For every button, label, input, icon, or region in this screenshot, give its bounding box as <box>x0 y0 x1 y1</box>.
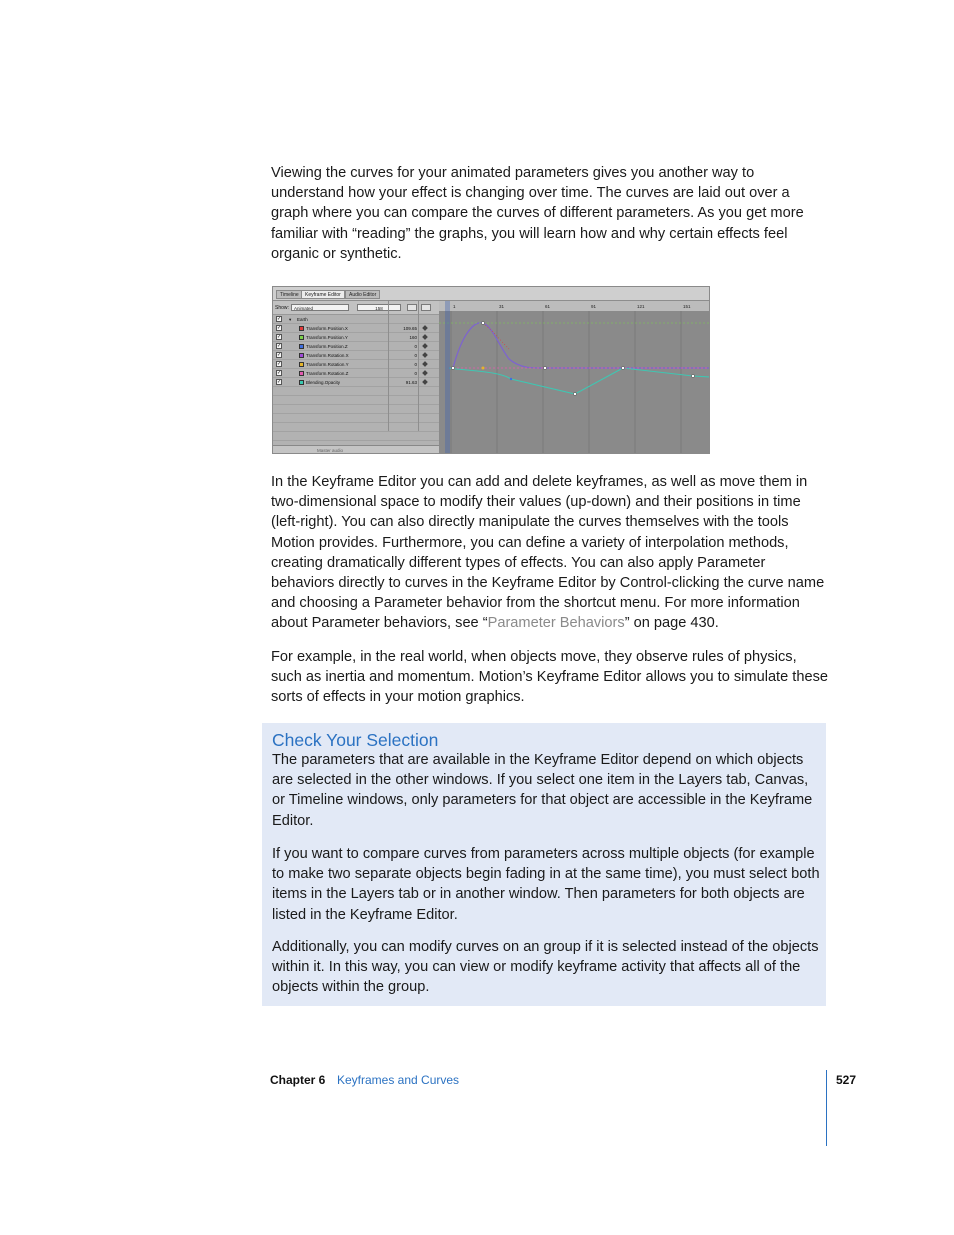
parameter-name: Transform.Position.Z <box>306 344 348 349</box>
show-popup[interactable]: Animated <box>291 304 349 311</box>
color-swatch <box>299 326 304 331</box>
parameter-value[interactable]: 0 <box>414 362 417 367</box>
show-label: Show: <box>275 305 289 311</box>
note-paragraph-1: The parameters that are available in the Keyframe Editor depend on which objects are selected in the other windows. If you select one item in the Layers tab, Canvas, or Timeline windows, only parameters for that object are accessible in the Keyframe Editor. <box>272 752 813 829</box>
parameter-list-pane <box>273 301 439 454</box>
color-swatch <box>299 380 304 385</box>
keyframe-point[interactable] <box>543 366 546 369</box>
keyframe-point[interactable] <box>573 392 576 395</box>
keyframe-diamond-icon[interactable] <box>422 370 428 376</box>
column-divider <box>418 301 419 431</box>
tab-audio-editor[interactable]: Audio Editor <box>345 290 380 299</box>
empty-row <box>273 432 439 441</box>
keyframe-diamond-icon[interactable] <box>422 352 428 358</box>
parameter-name: Transform.Position.X <box>306 326 348 331</box>
parameter-row[interactable] <box>273 351 439 360</box>
parameter-name: Transform.Position.Y <box>306 335 348 340</box>
parameter-row[interactable] <box>273 378 439 387</box>
parameter-name: Transform.Rotation.Y <box>306 362 349 367</box>
keyframe-point[interactable] <box>621 366 624 369</box>
parameter-value[interactable]: 109.65 <box>403 326 417 331</box>
playhead[interactable] <box>445 301 450 454</box>
keyframe-diamond-icon[interactable] <box>422 379 428 385</box>
ruler-tick-label: 31 <box>499 304 505 309</box>
tab-bar <box>273 287 710 301</box>
checkbox[interactable]: ✓ <box>277 379 282 385</box>
keyframe-diamond-icon[interactable] <box>422 343 428 349</box>
color-swatch <box>299 371 304 376</box>
keyframe-point[interactable] <box>691 374 694 377</box>
checkbox[interactable]: ✓ <box>277 343 282 349</box>
parameter-behaviors-link[interactable]: Parameter Behaviors <box>487 615 625 632</box>
paragraph-text: ” on page 430. <box>624 615 719 632</box>
tab-timeline[interactable]: Timeline <box>276 290 303 299</box>
footer-chapter-title[interactable]: Keyframes and Curves <box>337 1073 460 1087</box>
keyframe-editor-screenshot <box>272 286 710 454</box>
bottom-toolbar <box>273 445 439 454</box>
parameter-value[interactable]: 0 <box>414 353 417 358</box>
paragraph-text: In the Keyframe Editor you can add and delete keyframes, as well as move them in two-dimensional space to modify their values (up-down) and their positions in time (left-right). You can also directly manipulate the curves themselves with the tools Motion provides. Furthermore, you can define a variety of interpolation methods, creating dramatically different types of effects. You can also apply Parameter behaviors directly to curves in the Keyframe Editor by Control-clicking the curve name and choosing a Parameter behavior from the shortcut menu. For more information about Parameter behaviors, see “ <box>271 474 825 632</box>
color-swatch <box>299 344 304 349</box>
parameter-name: Transform.Rotation.Z <box>306 371 349 376</box>
parameter-row[interactable] <box>273 324 439 333</box>
ruler-tick-label: 91 <box>591 304 597 309</box>
ruler-tick-label: 1 <box>453 304 456 309</box>
keyframe-point[interactable] <box>482 367 485 370</box>
checkbox[interactable]: ✓ <box>277 316 282 322</box>
checkbox[interactable]: ✓ <box>277 361 282 367</box>
note-paragraph-2: If you want to compare curves from parameters across multiple objects (for example to make two separate objects begin fading in at the same time), you must select both items in the Layers tab or in another window. Then parameters for both objects are listed in the Keyframe Editor. <box>272 846 820 923</box>
keyframe-diamond-icon[interactable] <box>422 325 428 331</box>
empty-row <box>273 405 439 414</box>
keyframe-diamond-icon[interactable] <box>422 334 428 340</box>
parameter-row[interactable] <box>273 333 439 342</box>
intro-paragraph: Viewing the curves for your animated parameters gives you another way to understand how your effect is changing over time. The curves are laid out over a graph where you can compare the curves of different parameters. As you get more familiar with “reading” the graphs, you will learn how and why certain effects feel organic or synthetic. <box>271 165 804 262</box>
keyframe-point[interactable] <box>510 378 512 380</box>
tab-keyframe-editor[interactable]: Keyframe Editor <box>301 290 345 299</box>
parameter-name: Transform.Rotation.X <box>306 353 349 358</box>
physics-paragraph: For example, in the real world, when objects move, they observe rules of physics, such as inertia and momentum. Motion’s Keyframe Editor allows you to simulate these sorts of effects in your motion graphics. <box>271 649 828 706</box>
ruler-tick-label: 121 <box>637 304 645 309</box>
rotation-curve[interactable] <box>449 323 710 368</box>
footer-divider <box>826 1070 827 1146</box>
frame-field[interactable]: 158 <box>357 304 401 311</box>
keyframe-editor-paragraph <box>271 472 827 634</box>
note-title: Check Your Selection <box>272 730 439 750</box>
parameter-value[interactable]: 91.63 <box>405 380 417 385</box>
checkbox[interactable]: ✓ <box>277 325 282 331</box>
empty-row <box>273 423 439 432</box>
parameter-value[interactable]: 0 <box>414 371 417 376</box>
note-paragraph-3: Additionally, you can modify curves on an group if it is selected instead of the objects within it. In this way, you can view or modify keyframe activity that affects all of the objects within the group. <box>272 939 819 996</box>
position-x-curve <box>483 323 509 349</box>
footer-chapter: Chapter 6 <box>270 1073 326 1087</box>
color-swatch <box>299 335 304 340</box>
color-swatch <box>299 362 304 367</box>
column-divider <box>388 301 389 431</box>
group-name: Earth <box>297 317 308 322</box>
keyframe-point[interactable] <box>451 366 454 369</box>
checkbox[interactable]: ✓ <box>277 352 282 358</box>
color-swatch <box>299 353 304 358</box>
opacity-curve[interactable] <box>449 368 710 394</box>
parameter-row[interactable] <box>273 342 439 351</box>
curve-graph[interactable] <box>439 301 710 454</box>
snap-tool-icon[interactable] <box>421 304 431 311</box>
page-number: 527 <box>836 1073 857 1087</box>
checkbox[interactable]: ✓ <box>277 334 282 340</box>
disclosure-triangle-icon[interactable]: ▾ <box>289 317 292 322</box>
parameter-value[interactable]: 0 <box>414 344 417 349</box>
master-audio-label: Master audio <box>317 448 344 453</box>
keyframe-point[interactable] <box>481 321 484 324</box>
show-row <box>273 301 439 315</box>
curve-tool-icon[interactable] <box>407 304 417 311</box>
empty-row <box>273 387 439 396</box>
ruler-tick-label: 151 <box>683 304 691 309</box>
parameter-value[interactable]: 160 <box>409 335 417 340</box>
parameter-name: Blending.Opacity <box>306 380 341 385</box>
keyframe-diamond-icon[interactable] <box>422 361 428 367</box>
parameter-row[interactable] <box>273 369 439 378</box>
empty-row <box>273 396 439 405</box>
group-row[interactable] <box>273 315 439 324</box>
ruler-tick-label: 61 <box>545 304 551 309</box>
empty-row <box>273 414 439 423</box>
parameter-row[interactable] <box>273 360 439 369</box>
checkbox[interactable]: ✓ <box>277 370 282 376</box>
curve-graph-svg <box>439 301 710 454</box>
